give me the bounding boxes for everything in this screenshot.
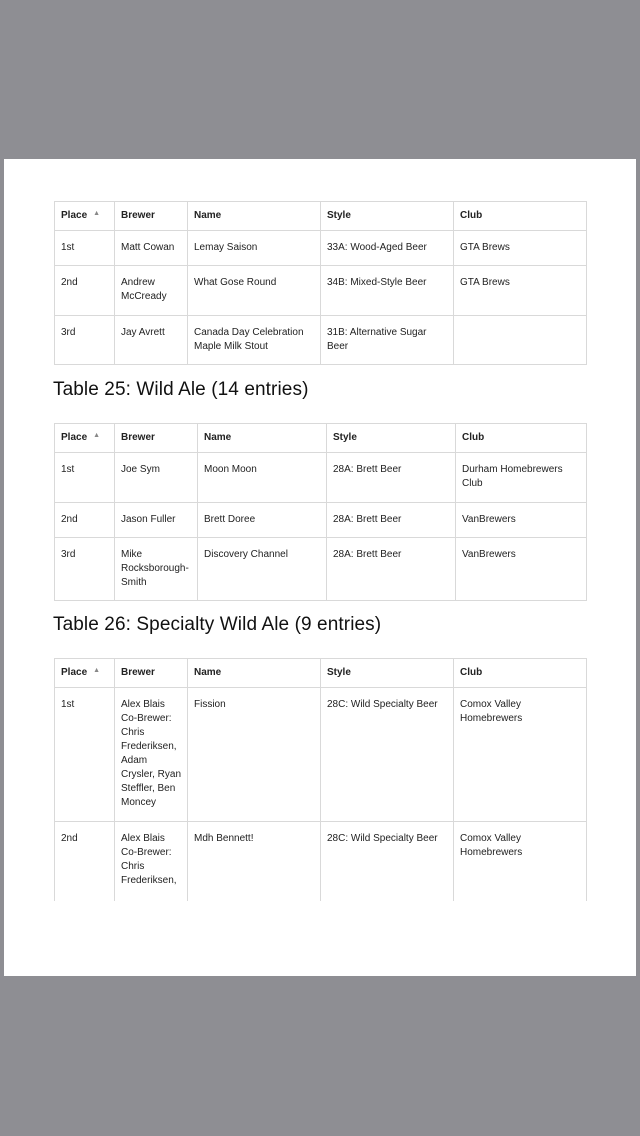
sort-up-icon[interactable]: ▲ [93, 209, 101, 217]
column-header-brewer[interactable]: Brewer [115, 659, 188, 688]
cell-club: GTA Brews [454, 266, 587, 316]
cell-name: Fission [188, 688, 321, 822]
cell-brewer: Andrew McCready [115, 266, 188, 316]
table-row [55, 453, 587, 503]
cell-name: Mdh Bennett! [188, 822, 321, 912]
cell-style: 31B: Alternative Sugar Beer [321, 316, 454, 365]
column-header-name[interactable]: Name [188, 202, 321, 231]
cell-club: Comox Valley Homebrewers [454, 688, 587, 822]
cell-brewer: Joe Sym [115, 453, 198, 503]
brewer-name: Alex Blais [121, 833, 165, 844]
cell-brewer [115, 688, 188, 822]
column-header-club[interactable]: Club [454, 202, 587, 231]
cell-brewer [115, 822, 188, 912]
column-header-name[interactable]: Name [198, 424, 327, 453]
table-row [55, 266, 587, 316]
cell-place: 3rd [55, 316, 115, 365]
co-brewers: Co-Brewer: Chris Frederiksen, Adam Crysler, Ryan Steffler, Ben Moncey [121, 713, 182, 808]
column-header-name[interactable]: Name [188, 659, 321, 688]
cell-name: What Gose Round [188, 266, 321, 316]
cell-place: 2nd [55, 503, 115, 538]
cell-brewer: Matt Cowan [115, 231, 188, 266]
column-header-place[interactable]: Place ▲ [55, 659, 115, 688]
cell-place: 1st [55, 453, 115, 503]
cell-brewer: Jay Avrett [115, 316, 188, 365]
results-table-26 [54, 658, 587, 912]
table-header-row [55, 659, 587, 688]
column-header-style[interactable]: Style [321, 202, 454, 231]
cell-style: 28C: Wild Specialty Beer [321, 822, 454, 912]
cell-style: 28A: Brett Beer [327, 453, 456, 503]
cell-name: Moon Moon [198, 453, 327, 503]
cell-name: Canada Day Celebration Maple Milk Stout [188, 316, 321, 365]
column-header-brewer[interactable]: Brewer [115, 202, 188, 231]
column-header-club[interactable]: Club [456, 424, 587, 453]
cell-club: VanBrewers [456, 538, 587, 601]
cell-name: Lemay Saison [188, 231, 321, 266]
brewer-name: Alex Blais [121, 699, 165, 710]
cell-brewer: Mike Rocksborough-Smith [115, 538, 198, 601]
cell-style: 33A: Wood-Aged Beer [321, 231, 454, 266]
results-table-25 [54, 423, 587, 601]
cell-style: 28A: Brett Beer [327, 538, 456, 601]
co-brewers: Co-Brewer: Chris Frederiksen, [121, 847, 177, 886]
cell-club: Durham Homebrewers Club [456, 453, 587, 503]
column-header-club[interactable]: Club [454, 659, 587, 688]
sort-up-icon[interactable]: ▲ [93, 666, 101, 674]
column-header-place[interactable]: Place ▲ [55, 202, 115, 231]
table-26-title: Table 26: Specialty Wild Ale (9 entries) [53, 614, 382, 635]
table-row [55, 316, 587, 365]
cell-name: Brett Doree [198, 503, 327, 538]
cell-name: Discovery Channel [198, 538, 327, 601]
cell-place: 2nd [55, 822, 115, 912]
table-row [55, 688, 587, 822]
column-header-brewer[interactable]: Brewer [115, 424, 198, 453]
cell-style: 34B: Mixed-Style Beer [321, 266, 454, 316]
cell-place: 1st [55, 231, 115, 266]
column-header-style[interactable]: Style [327, 424, 456, 453]
table-25-title: Table 25: Wild Ale (14 entries) [53, 379, 309, 400]
document-page [4, 159, 636, 976]
cell-club: Comox Valley Homebrewers [454, 822, 587, 912]
cell-club [454, 316, 587, 365]
cell-place: 3rd [55, 538, 115, 601]
cell-club: VanBrewers [456, 503, 587, 538]
results-table-a [54, 201, 587, 365]
table-row [55, 231, 587, 266]
cell-style: 28A: Brett Beer [327, 503, 456, 538]
cell-brewer: Jason Fuller [115, 503, 198, 538]
table-row [55, 503, 587, 538]
table-row [55, 538, 587, 601]
table-header-row [55, 424, 587, 453]
table-header-row [55, 202, 587, 231]
cell-club: GTA Brews [454, 231, 587, 266]
page-bottom-margin [4, 901, 636, 976]
table-row [55, 822, 587, 912]
column-header-style[interactable]: Style [321, 659, 454, 688]
cell-style: 28C: Wild Specialty Beer [321, 688, 454, 822]
cell-place: 1st [55, 688, 115, 822]
column-header-place[interactable]: Place ▲ [55, 424, 115, 453]
cell-place: 2nd [55, 266, 115, 316]
sort-up-icon[interactable]: ▲ [93, 431, 101, 439]
